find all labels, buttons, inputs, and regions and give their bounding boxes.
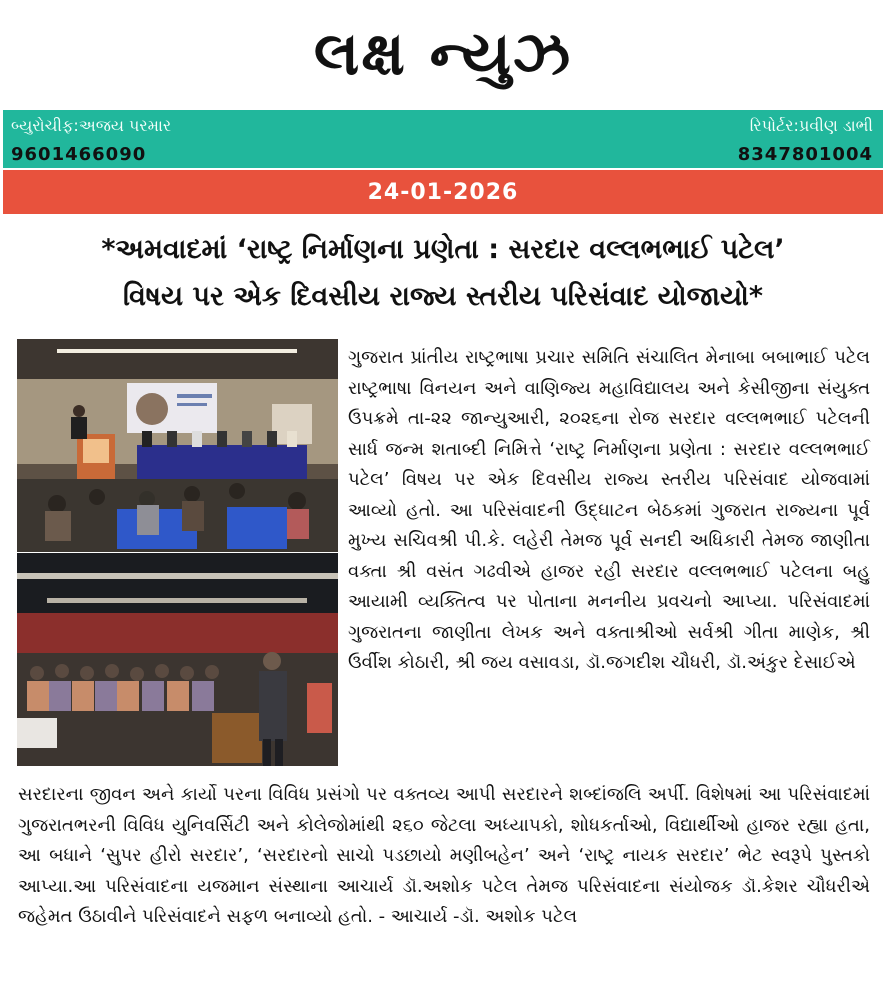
date-bar [3,170,883,214]
bureau-chief-phone: 9601466090 [11,144,147,165]
article-body-column: ગુજરાત પ્રાંતીય રાષ્ટ્રભાષા પ્રચાર સમિતિ સંચાલિત મેનાબા બબાભાઈ પટેલ રાષ્ટ્રભાષા વિનયન અને વાણિજ્ય મહાવિદ્યાલય અને કેસીજીના સંયુક્ત ઉપક્રમે તા-૨૨ જાન્યુઆરી, ૨૦૨૬ના રોજ સરદાર વલ્લભભાઈ પટેલની સાર્ધ જન્મ શતાબ્દી નિમિત્તે ‘રાષ્ટ્ર નિર્માણના પ્રણેતા : સરદાર વલ્લભભાઈ પટેલ’ વિષય પર એક દિવસીય રાજ્ય સ્તરીય પરિસંવાદ યોજવામાં આવ્યો હતો. આ પરિસંવાદની ઉદ્ઘાટન બેઠકમાં ગુજરાત રાજ્યના પૂર્વ મુખ્ય સચિવશ્રી પી.કે. લહેરી તેમજ પૂર્વ સનદી અધિકારી તેમજ જાણીતા વક્તા શ્રી વસંત ગઢવીએ હાજર રહી સરદાર વલ્લભભાઈ પટેલના બહુ આયામી વ્યક્તિત્વ પર પોતાના મનનીય પ્રવચનો આપ્યા. પરિસંવાદમાં ગુજરાતના જાણીતા લેખક અને વક્તાશ્રીઓ સર્વશ્રી ગીતા માણેક, શ્રી ઉર્વીશ કોઠારી, શ્રી જય વસાવડા, ડૉ.જગદીશ ચૌધરી, ડૉ.અંકુર દેસાઈએ [348,347,870,673]
seminar-stage-photo [17,339,338,552]
issue-date: 24-01-2026 [367,179,519,205]
audience-hall-photo [17,553,338,766]
article-headline [10,226,876,320]
newspaper-name: લક્ષ ન્યુઝ [313,19,573,89]
contact-bar [3,110,883,168]
reporter-label: રિપોર્ટર:પ્રવીણ ડાભી [749,116,873,135]
article-body-continued: સરદારના જીવન અને કાર્યો પરના વિવિધ પ્રસંગો પર વક્તવ્ય આપી સરદારને શબ્દાંજલિ અર્પી. વિશેષમાં આ પરિસંવાદમાં ગુજરાતભરની વિવિધ યુનિવર્સિટી અને કોલેજોમાંથી ૨૬૦ જેટલા અધ્યાપકો, શોધકર્તાઓ, વિદ્યાર્થીઓ હાજર રહ્યા હતા, આ બધાને ‘સુપર હીરો સરદાર’, ‘સરદારનો સાચો પડછાયો મણીબહેન’ અને ‘રાષ્ટ્ર નાયક સરદાર’ ભેટ સ્વરૂપે પુસ્તકો આપ્યા.આ પરિસંવાદના યજમાન સંસ્થાના આચાર્ય ડૉ.અશોક પટેલ તેમજ પરિસંવાદના સંયોજક ડૉ.કેશર ચૌધરીએ જહેમત ઉઠાવીને પરિસંવાદને સફળ બનાવ્યો હતો. - આચાર્ય -ડૉ. અશોક પટેલ [18,784,870,927]
headline-line-2: વિષય પર એક દિવસીય રાજ્ય સ્તરીય પરિસંવાદ યોજાયો* [122,281,764,312]
bureau-chief-label: બ્યુરોચીફ:અજય પરમાર [11,116,172,135]
headline-line-1: *અમવાદમાં ‘રાષ્ટ્ર નિર્માણના પ્રણેતા : સરદાર વલ્લભભાઈ પટેલ’ [101,234,785,265]
masthead [0,0,886,108]
reporter-phone: 8347801004 [737,144,873,165]
